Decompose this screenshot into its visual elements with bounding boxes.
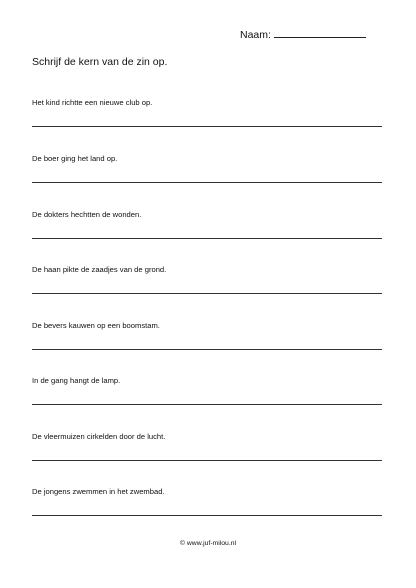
exercise-item bbox=[32, 154, 382, 194]
footer-copyright: © www.juf-milou.nl bbox=[180, 540, 236, 547]
exercise-sentence: In de gang hangt de lamp. bbox=[32, 376, 121, 385]
name-field bbox=[240, 28, 366, 41]
name-label: Naam: bbox=[240, 29, 271, 41]
answer-line[interactable] bbox=[32, 238, 382, 239]
exercise-item bbox=[32, 432, 382, 472]
exercise-sentence: De jongens zwemmen in het zwembad. bbox=[32, 487, 165, 496]
answer-line[interactable] bbox=[32, 515, 382, 516]
answer-line[interactable] bbox=[32, 404, 382, 405]
instruction-title: Schrijf de kern van de zin op. bbox=[32, 56, 168, 68]
exercise-item bbox=[32, 376, 382, 416]
exercise-sentence: De boer ging het land op. bbox=[32, 154, 118, 163]
exercise-item bbox=[32, 321, 382, 361]
exercise-sentence: De haan pikte de zaadjes van de grond. bbox=[32, 265, 167, 274]
exercise-item bbox=[32, 98, 382, 138]
exercise-sentence: De vleermuizen cirkelden door de lucht. bbox=[32, 432, 166, 441]
answer-line[interactable] bbox=[32, 349, 382, 350]
exercise-sentence: De bevers kauwen op een boomstam. bbox=[32, 321, 160, 330]
exercise-item bbox=[32, 210, 382, 250]
exercise-item bbox=[32, 265, 382, 305]
answer-line[interactable] bbox=[32, 126, 382, 127]
answer-line[interactable] bbox=[32, 293, 382, 294]
exercise-item bbox=[32, 487, 382, 527]
exercise-sentence: Het kind richtte een nieuwe club op. bbox=[32, 98, 153, 107]
name-blank-line[interactable] bbox=[274, 28, 366, 38]
exercise-sentence: De dokters hechtten de wonden. bbox=[32, 210, 142, 219]
answer-line[interactable] bbox=[32, 460, 382, 461]
answer-line[interactable] bbox=[32, 182, 382, 183]
